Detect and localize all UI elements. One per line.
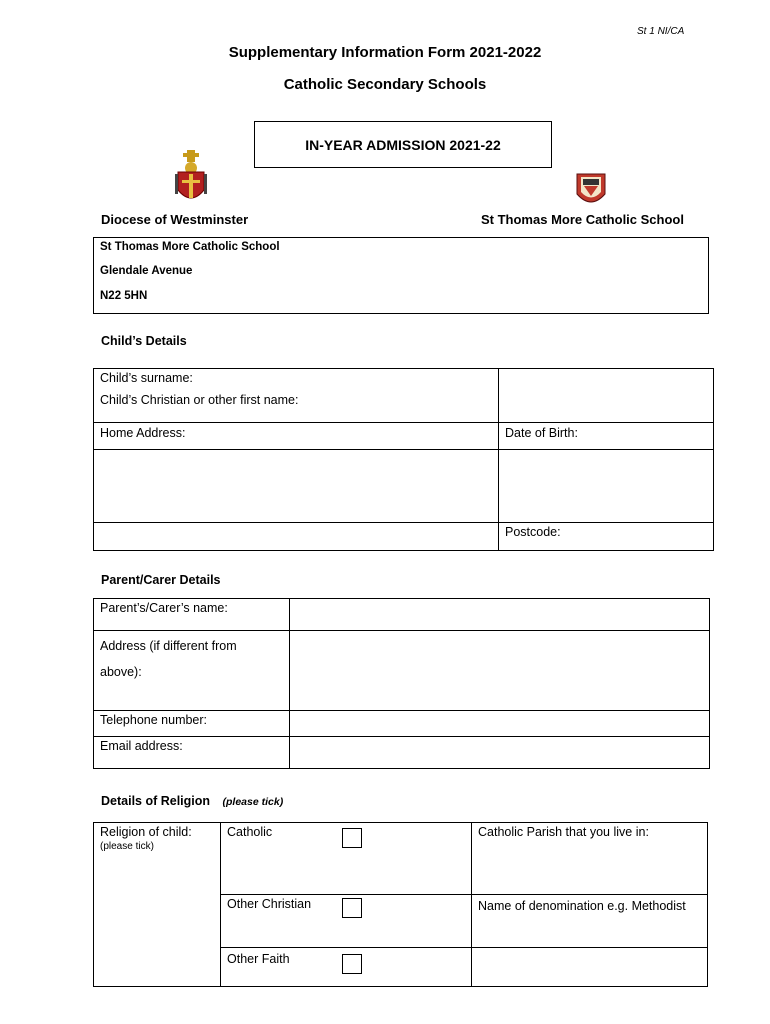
form-subtitle: Catholic Secondary Schools <box>283 76 487 93</box>
other-christian-label: Other Christian <box>227 897 312 911</box>
other-christian-option[interactable] <box>221 895 472 948</box>
parent-address-label-line1: Address (if different from <box>100 639 237 653</box>
religion-heading-row <box>101 792 283 810</box>
other-faith-option[interactable] <box>221 948 472 987</box>
parent-name-field[interactable] <box>290 599 710 631</box>
admission-banner <box>254 121 552 168</box>
other-faith-checkbox[interactable] <box>342 954 362 974</box>
form-title: Supplementary Information Form 2021-2022 <box>228 44 542 61</box>
home-address-field-2[interactable] <box>94 523 499 551</box>
address-postcode: N22 5HN <box>100 290 148 302</box>
other-faith-detail-cell[interactable] <box>472 948 708 987</box>
form-reference: St 1 NI/CA <box>637 26 685 37</box>
school-name: St Thomas More Catholic School <box>481 212 684 227</box>
parent-details-heading: Parent/Carer Details <box>101 573 221 587</box>
religion-label: Religion of child: <box>100 825 192 839</box>
postcode-label[interactable]: Postcode: <box>499 523 714 551</box>
dob-field[interactable] <box>499 450 714 523</box>
home-address-label: Home Address: <box>94 423 499 450</box>
child-name-cell[interactable] <box>94 369 499 423</box>
denomination-cell[interactable] <box>472 895 708 948</box>
other-faith-label: Other Faith <box>227 952 290 966</box>
child-first-name-label: Child’s Christian or other first name: <box>100 393 299 407</box>
parent-name-label: Parent’s/Carer’s name: <box>94 599 290 631</box>
email-field[interactable] <box>290 737 710 769</box>
parish-cell[interactable] <box>472 823 708 895</box>
telephone-label: Telephone number: <box>94 711 290 737</box>
home-address-field[interactable] <box>94 450 499 523</box>
child-details-table <box>93 368 714 551</box>
child-details-heading: Child’s Details <box>101 334 187 348</box>
catholic-checkbox[interactable] <box>342 828 362 848</box>
religion-label-cell <box>94 823 221 987</box>
parish-label: Catholic Parish that you live in: <box>478 825 649 839</box>
religion-table <box>93 822 708 987</box>
catholic-label: Catholic <box>227 825 273 839</box>
address-line-1: St Thomas More Catholic School <box>100 241 280 253</box>
address-line-2: Glendale Avenue <box>100 265 193 277</box>
parent-address-label-line2: above): <box>100 665 142 679</box>
parent-details-table <box>93 598 710 769</box>
child-name-value[interactable] <box>499 369 714 423</box>
religion-heading-note: (please tick) <box>222 796 284 808</box>
email-label: Email address: <box>94 737 290 769</box>
child-surname-label: Child’s surname: <box>100 371 193 385</box>
parent-address-label <box>94 631 290 711</box>
religion-heading: Details of Religion <box>101 794 211 808</box>
dob-label: Date of Birth: <box>499 423 714 450</box>
school-crest-icon <box>575 172 607 210</box>
denomination-label: Name of denomination e.g. Methodist <box>478 899 686 913</box>
diocese-name: Diocese of Westminster <box>101 212 249 227</box>
religion-label-note: (please tick) <box>100 841 154 852</box>
telephone-field[interactable] <box>290 711 710 737</box>
diocese-crest-icon <box>174 150 208 208</box>
other-christian-checkbox[interactable] <box>342 898 362 918</box>
parent-address-field[interactable] <box>290 631 710 711</box>
admission-text: IN-YEAR ADMISSION 2021-22 <box>305 136 501 153</box>
catholic-option[interactable] <box>221 823 472 895</box>
school-address-box <box>93 237 709 314</box>
